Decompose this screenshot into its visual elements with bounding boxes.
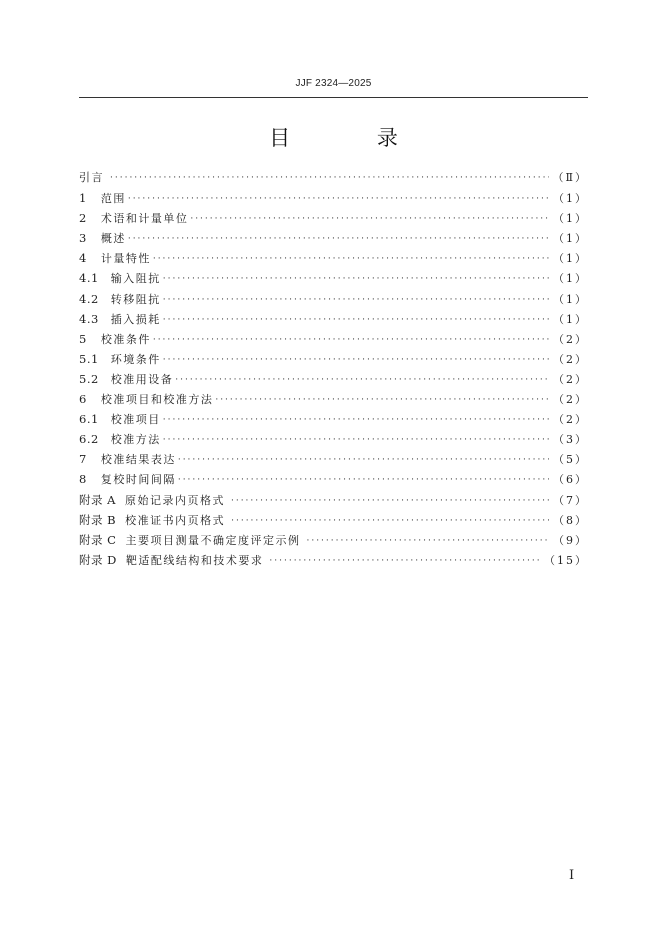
toc-leader-dots — [163, 350, 549, 370]
toc-entry-label: 术语和计量单位 — [100, 212, 189, 226]
toc-entry-page: （2） — [553, 372, 588, 386]
toc-entry[interactable] — [79, 409, 588, 429]
toc-leader-dots — [153, 330, 549, 350]
toc-leader-dots — [163, 410, 549, 430]
table-of-contents — [79, 168, 588, 570]
toc-entry-label: 靶适配线结构和技术要求 — [125, 553, 264, 567]
toc-entry-page: （1） — [553, 232, 588, 246]
toc-entry-label: 原始记录内页格式 — [124, 493, 225, 507]
toc-entry[interactable] — [79, 369, 588, 389]
toc-entry-number: 4.1 — [79, 271, 99, 286]
toc-entry-number: 5.1 — [79, 351, 99, 366]
toc-entry-label: 校准用设备 — [110, 372, 174, 386]
toc-leader-dots — [231, 511, 549, 531]
toc-entry-page: （2） — [553, 413, 588, 427]
toc-entry[interactable] — [79, 429, 588, 449]
page-number: Ⅰ — [569, 868, 575, 883]
toc-entry[interactable] — [79, 248, 588, 268]
toc-entry-page: （1） — [553, 312, 588, 326]
toc-entry-label: 转移阻抗 — [110, 292, 161, 306]
toc-entry-number: 附录 D — [79, 552, 117, 567]
toc-entry-label: 环境条件 — [110, 352, 161, 366]
toc-entry-label: 校准结果表达 — [100, 453, 176, 467]
toc-entry-page: （1） — [553, 192, 588, 206]
toc-leader-dots — [306, 531, 549, 551]
toc-leader-dots — [163, 430, 549, 450]
toc-entry-label: 插入损耗 — [110, 312, 161, 326]
toc-leader-dots — [178, 470, 549, 490]
toc-entry-page: （Ⅱ） — [552, 171, 588, 184]
toc-entry-page: （7） — [553, 493, 588, 507]
toc-entry-page: （9） — [553, 533, 588, 547]
toc-entry-number: 6 — [79, 392, 87, 407]
toc-entry-page: （2） — [553, 332, 588, 346]
toc-entry-number: 7 — [79, 452, 87, 467]
toc-leader-dots — [128, 229, 549, 249]
toc-entry-page: （2） — [553, 352, 588, 366]
toc-entry-page: （6） — [553, 473, 588, 487]
toc-entry-page: （3） — [553, 433, 588, 447]
toc-entry[interactable] — [79, 329, 588, 349]
toc-leader-dots — [231, 491, 549, 511]
toc-entry-number: 3 — [79, 231, 87, 246]
toc-entry[interactable] — [79, 349, 588, 369]
toc-entry-number: 6.1 — [79, 412, 99, 427]
toc-entry-number: 1 — [79, 191, 87, 206]
toc-leader-dots — [163, 290, 549, 310]
toc-entry-number: 5 — [79, 331, 87, 346]
toc-entry-number: 附录 C — [79, 532, 117, 547]
toc-entry[interactable] — [79, 168, 588, 188]
toc-entry-page: （1） — [553, 272, 588, 286]
toc-entry-page: （1） — [553, 292, 588, 306]
toc-entry[interactable] — [79, 550, 588, 570]
toc-entry[interactable] — [79, 389, 588, 409]
toc-leader-dots — [128, 189, 549, 209]
header-rule — [79, 97, 588, 98]
toc-entry-number: 4.2 — [79, 291, 99, 306]
toc-entry[interactable] — [79, 530, 588, 550]
toc-entry-number: 2 — [79, 211, 87, 226]
toc-entry-label: 输入阻抗 — [110, 272, 161, 286]
toc-leader-dots — [178, 450, 549, 470]
toc-entry-page: （2） — [553, 393, 588, 407]
toc-entry[interactable] — [79, 268, 588, 288]
toc-entry-page: （5） — [553, 453, 588, 467]
toc-entry-label: 校准项目和校准方法 — [100, 393, 214, 407]
toc-entry-label: 主要项目测量不确定度评定示例 — [125, 533, 301, 547]
toc-entry-label: 概述 — [100, 232, 126, 246]
toc-entry[interactable] — [79, 309, 588, 329]
page-title: 目 录 — [269, 126, 438, 150]
toc-entry-number: 6.2 — [79, 432, 99, 447]
toc-leader-dots — [215, 390, 549, 410]
toc-entry-label: 校准方法 — [110, 433, 161, 447]
toc-entry-number: 4 — [79, 251, 87, 266]
toc-entry[interactable] — [79, 228, 588, 248]
toc-entry-number: 附录 A — [79, 492, 116, 507]
toc-entry[interactable] — [79, 510, 588, 530]
toc-entry-label: 引言 — [79, 171, 104, 184]
toc-leader-dots — [163, 269, 549, 289]
toc-leader-dots — [190, 209, 549, 229]
toc-entry[interactable] — [79, 469, 588, 489]
toc-leader-dots — [153, 249, 549, 269]
toc-entry-label: 范围 — [100, 192, 126, 206]
toc-entry-number: 附录 B — [79, 512, 117, 527]
toc-entry-label: 校准条件 — [100, 332, 151, 346]
toc-entry[interactable] — [79, 289, 588, 309]
toc-entry[interactable] — [79, 208, 588, 228]
toc-entry-label: 复校时间间隔 — [100, 473, 176, 487]
toc-leader-dots — [269, 551, 540, 571]
toc-entry[interactable] — [79, 449, 588, 469]
toc-entry-label: 计量特性 — [100, 252, 151, 266]
toc-entry-page: （1） — [553, 212, 588, 226]
toc-leader-dots — [175, 370, 549, 390]
toc-entry-number: 8 — [79, 472, 87, 487]
toc-entry-number: 4.3 — [79, 311, 99, 326]
toc-entry-page: （8） — [553, 513, 588, 527]
toc-entry-page: （15） — [544, 553, 588, 567]
toc-entry-label: 校准项目 — [110, 413, 161, 427]
toc-leader-dots — [110, 168, 549, 188]
toc-entry[interactable] — [79, 490, 588, 510]
toc-entry[interactable] — [79, 188, 588, 208]
standard-code-header: JJF 2324—2025 — [295, 78, 372, 89]
toc-entry-number: 5.2 — [79, 371, 99, 386]
toc-leader-dots — [163, 310, 549, 330]
toc-entry-label: 校准证书内页格式 — [125, 513, 226, 527]
toc-entry-page: （1） — [553, 252, 588, 266]
